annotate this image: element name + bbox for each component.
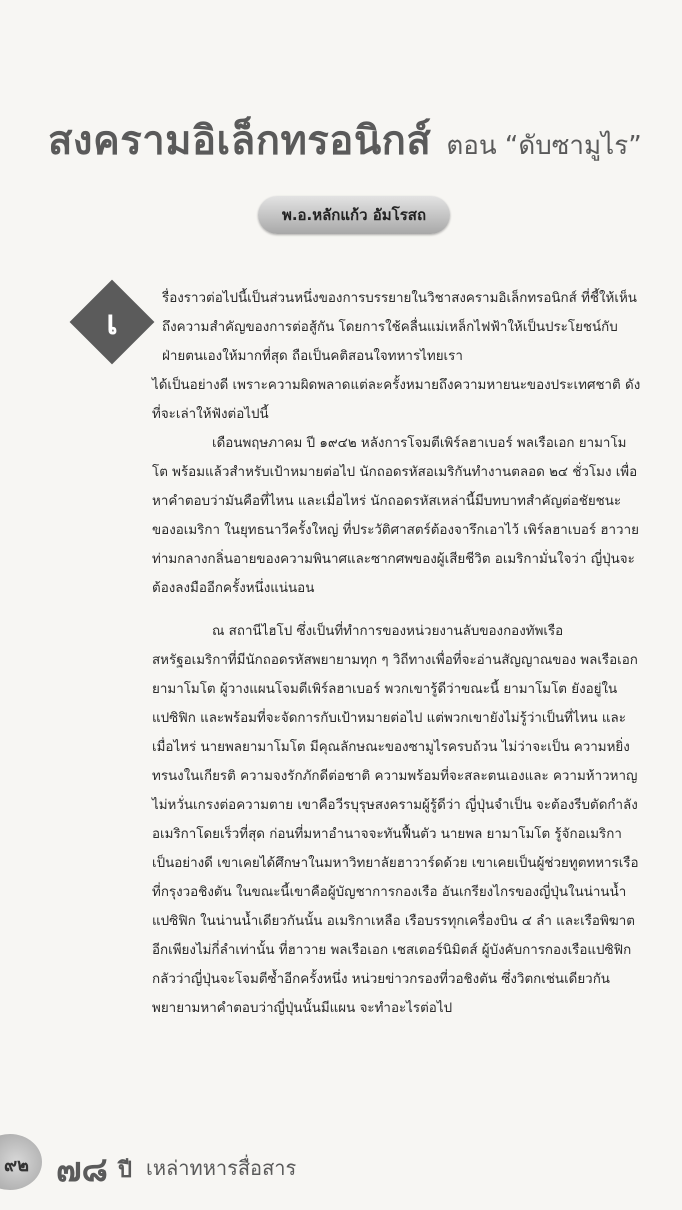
dropcap — [70, 280, 154, 364]
publication-name: เหล่าทหารสื่อสาร — [146, 1156, 297, 1180]
anniversary-number: ๗๘ — [56, 1150, 108, 1190]
article-subtitle: ตอน “ดับซามูไร” — [446, 131, 642, 161]
page-footer — [0, 1134, 682, 1194]
article-title: สงครามอิเล็กทรอนิกส์ — [48, 118, 432, 164]
article-title-row — [48, 108, 668, 168]
paragraph-1-indented: รื่องราวต่อไปนี้เป็นส่วนหนึ่งของการบรรยายในวิชาสงครามอิเล็กทรอนิกส์ ที่ชี้ให้เห็นถึงความสำคัญของการต่อสู้กัน โดยการใช้คลื่นแม่เหล็กไฟฟ้าให้เป็นประโยชน์กับฝ่ายตนเองให้มากที่สุด ถือเป็นคติสอนใจทหารไทยเรา — [162, 291, 637, 364]
paragraph-3: ณ สถานีไฮโป ซึ่งเป็นที่ทำการของหน่วยงานลับของกองทัพเรือ สหรัฐอเมริกาที่มีนักถอดรหัสพยายามทุก ๆ วิถีทางเพื่อที่จะอ่านสัญญาณของ พลเรือเอก ยามาโมโต ผู้วางแผนโจมตีเพิร์ลฮาเบอร์ พวกเขารู้ดีว่าขณะนี้ ยามาโมโต ยังอยู่ในแปซิฟิก และพร้อมที่จะจัดการกับเป้าหมายต่อไป แต่พวกเขายังไม่รู้ว่าเป็นที่ไหน และเมื่อไหร่ นายพลยามาโมโต มีคุณลักษณะของซามูไรครบถ้วน ไม่ว่าจะเป็น ความหยิ่งทรนงในเกียรติ ความจงรักภักดีต่อชาติ ความพร้อมที่จะสละตนเองและ ความห้าวหาญ ไม่หวั่นเกรงต่อความตาย เขาคือวีรบุรุษสงครามผู้รู้ดีว่า ญี่ปุ่นจำเป็น จะต้องรีบตัดกำลังอเมริกาโดยเร็วที่สุด ก่อนที่มหาอำนาจจะทันฟื้นตัว นายพล ยามาโมโต รู้จักอเมริกาเป็นอย่างดี เขาเคยได้ศึกษาในมหาวิทยาลัยฮาวาร์ดด้วย เขาเคยเป็นผู้ช่วยทูตทหารเรือที่กรุงวอชิงตัน ในขณะนี้เขาคือผู้บัญชาการกองเรือ อันเกรียงไกรของญี่ปุ่นในน่านน้ำแปซิฟิก ในน่านน้ำเดียวกันนั้น อเมริกาเหลือ เรือบรรทุกเครื่องบิน ๔ ลำ และเรือพิฆาตอีกเพียงไม่กี่ลำเท่านั้น ที่ฮาวาย พลเรือเอก เชสเตอร์นิมิตส์ ผู้บังคับการกองเรือแปซิฟิกกลัวว่าญี่ปุ่นจะโจมตีซ้ำอีกครั้งหนึ่ง หน่วยข่าวกรองที่วอชิงตัน ซึ่งวิตกเช่นเดียวกัน พยายามหาคำตอบว่าญี่ปุ่นนั้นมีแผน จะทำอะไรต่อไป — [152, 624, 639, 1016]
author-name: พ.อ.หลักแก้ว อัมโรสถ — [281, 206, 427, 224]
paragraph-2: เดือนพฤษภาคม ปี ๑๙๔๒ หลังการโจมตีเพิร์ลฮาเบอร์ พลเรือเอก ยามาโมโต พร้อมแล้วสำหรับเป้าหมายต่อไป นักถอดรหัสอเมริกันทำงานตลอด ๒๔ ชั่วโมง เพื่อหาคำตอบว่ามันคือที่ไหน และเมื่อไหร่ นักถอดรหัสเหล่านี้มีบทบาทสำคัญต่อชัยชนะของอเมริกา ในยุทธนาวีครั้งใหญ่ ที่ประวัติศาสตร์ต้องจารึกเอาไว้ เพิร์ลฮาเบอร์ ฮาวาย ท่ามกลางกลิ่นอายของความพินาศและซากศพของผู้เสียชีวิต อเมริกามั่นใจว่า ญี่ปุ่นจะต้องลงมืออีกครั้งหนึ่งแน่นอน — [152, 436, 639, 596]
dropcap-letter: เ — [106, 303, 118, 343]
author-badge — [258, 196, 450, 234]
paragraph-1-continued: ได้เป็นอย่างดี เพราะความผิดพลาดแต่ละครั้งหมายถึงความหายนะของประเทศชาติ ดังที่จะเล่าให้ฟังต่อไปนี้ — [152, 378, 641, 422]
page-number: ๙๒ — [4, 1155, 30, 1176]
year-word: ปี — [118, 1158, 132, 1183]
